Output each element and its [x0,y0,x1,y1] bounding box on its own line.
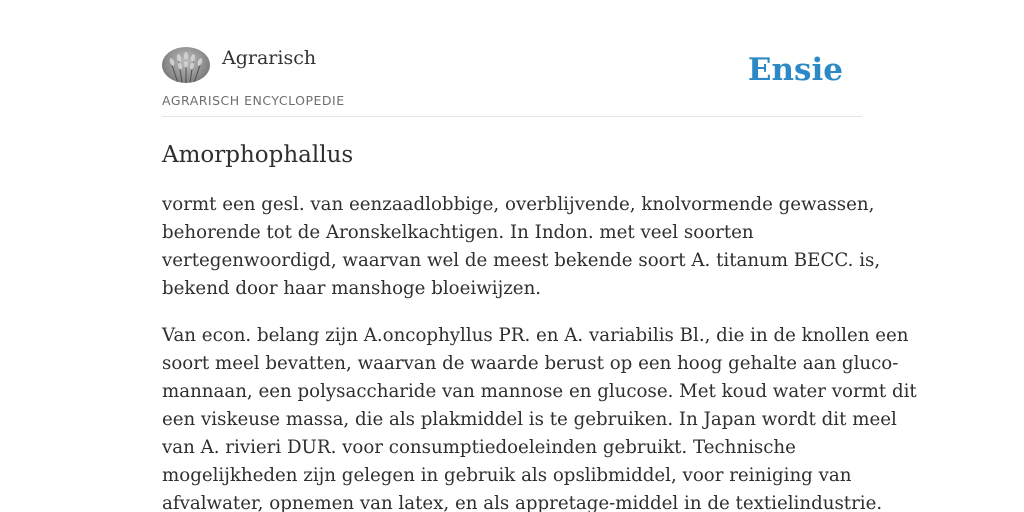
site-header [162,0,862,117]
paragraph-line: mogelijkheden zijn gelegen in gebruik als opslibmiddel, voor reiniging van [162,465,852,486]
paragraph-line: vertegenwoordigd, waarvan wel de meest bekende soort A. titanum BECC. is, [162,250,881,271]
paragraph-line: een viskeuse massa, die als plakmiddel is te gebruiken. In Japan wordt dit meel [162,409,897,430]
paragraph-line: van A. rivieri DUR. voor consumptiedoeleinden gebruikt. Technische [162,437,796,458]
paragraph-line: soort meel bevatten, waarvan de waarde berust op een hoog gehalte aan gluco- [162,353,899,374]
article-title: Amorphophallus [162,142,354,168]
paragraph-line: afvalwater, opnemen van latex, en als appretage-middel in de textielindustrie. [162,493,883,512]
article-paragraph [162,191,881,303]
paragraph-line: bekend door haar manshoge bloeiwijzen. [162,278,542,299]
paragraph-line: behorende tot de Aronskelkachtigen. In Indon. met veel soorten [162,222,754,243]
site-name[interactable]: Agrarisch [222,47,317,69]
paragraph-line: vormt een gesl. van eenzaadlobbige, overblijvende, knolvormende gewassen, [162,194,875,215]
wheat-icon[interactable] [162,47,210,83]
paragraph-line: mannaan, een polysaccharide van mannose en glucose. Met koud water vormt dit [162,381,917,402]
article [162,138,917,512]
paragraph-line: Van econ. belang zijn A.oncophyllus PR. en A. variabilis Bl., die in de knollen een [162,325,909,346]
brand-logo[interactable]: Ensie [747,52,843,88]
article-paragraph [162,322,917,512]
site-subtitle[interactable]: AGRARISCH ENCYCLOPEDIE [162,93,345,108]
